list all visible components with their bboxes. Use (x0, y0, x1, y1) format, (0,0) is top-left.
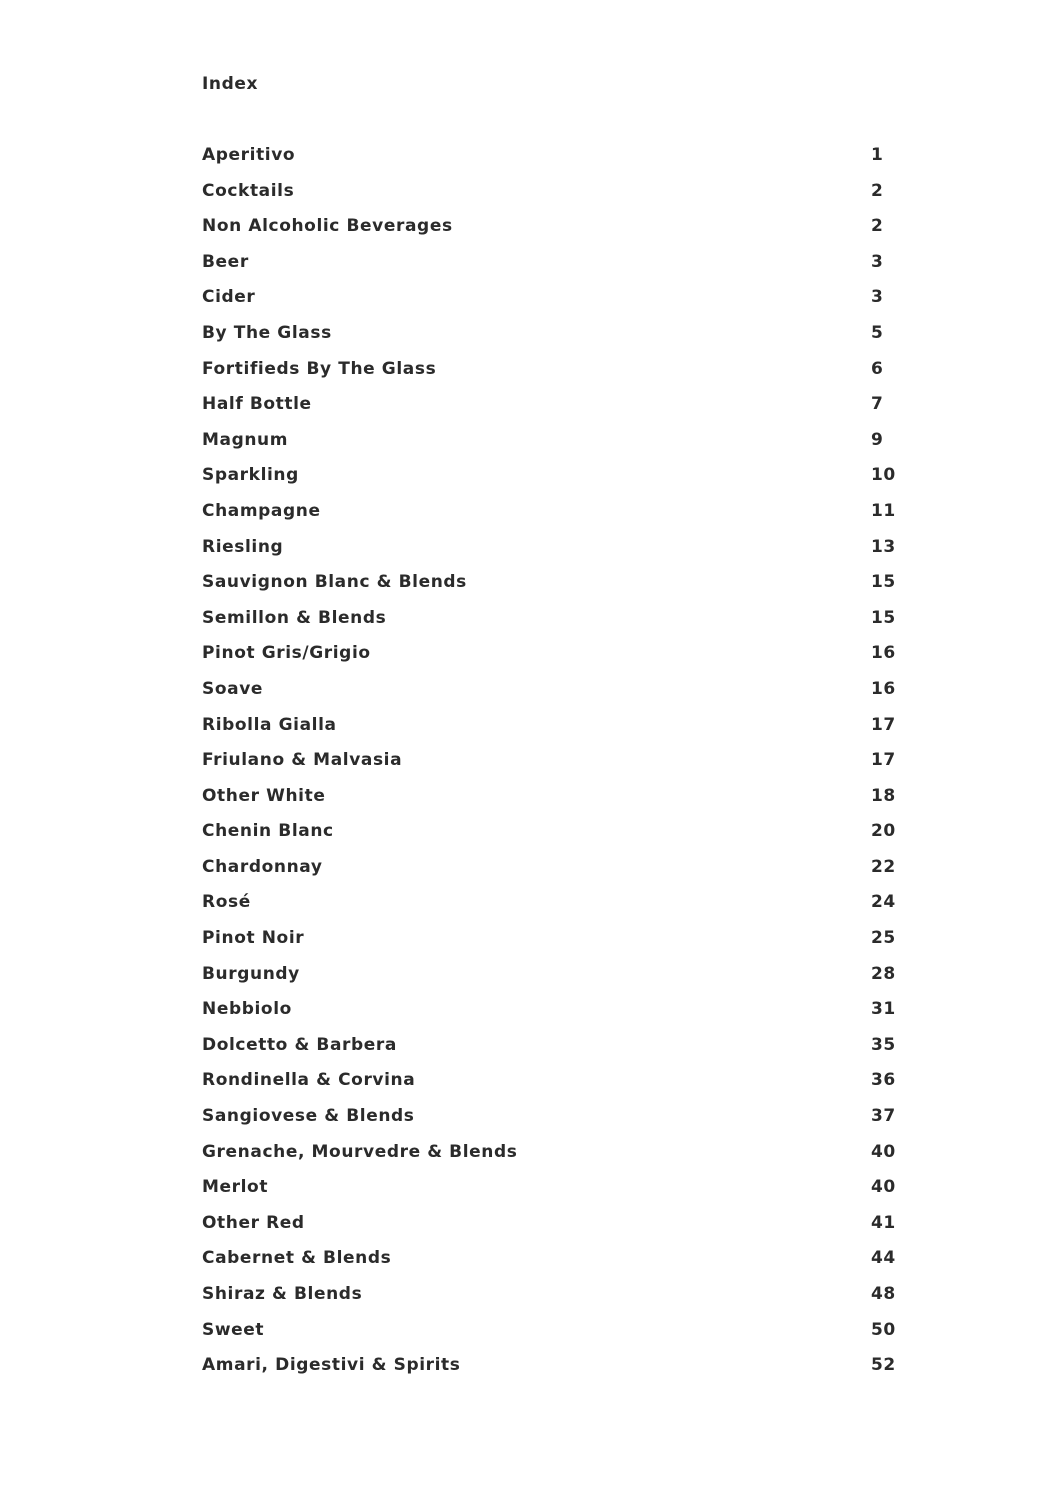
index-entry (202, 1033, 902, 1069)
index-entry-label: Dolcetto & Barbera (202, 1034, 397, 1055)
index-entry-label: Sauvignon Blanc & Blends (202, 572, 467, 593)
index-entry-label: Rondinella & Corvina (202, 1070, 416, 1091)
index-entry-label: Riesling (202, 536, 284, 557)
index-entry (202, 926, 902, 962)
index-entry-page-number: 25 (871, 928, 896, 949)
index-entry-label: Cabernet & Blends (202, 1248, 392, 1269)
index-entry-page-number: 1 (871, 145, 884, 165)
index-entry-label: Aperitivo (202, 145, 296, 165)
index-entry (202, 499, 902, 535)
index-entry-page-number: 10 (871, 465, 896, 486)
index-entry-label: Friulano & Malvasia (202, 750, 403, 771)
index-entry-label: Beer (202, 251, 249, 272)
index-entry-label: Pinot Noir (202, 928, 305, 949)
index-entry-page-number: 28 (871, 963, 896, 984)
index-entry (202, 1318, 902, 1354)
index-entry (202, 1140, 902, 1176)
index-entry-label: Cocktails (202, 180, 295, 201)
index-entry-page-number: 6 (871, 358, 884, 379)
index-entry (202, 250, 902, 286)
index-entry-label: Merlot (202, 1177, 269, 1198)
index-entry-label: Cider (202, 287, 256, 308)
index-entry (202, 606, 902, 642)
index-entry-page-number: 15 (871, 607, 896, 628)
index-entry-label: Sweet (202, 1319, 265, 1340)
index-entry-label: Amari, Digestivi & Spirits (202, 1355, 461, 1376)
index-entry (202, 855, 902, 891)
index-entry-page-number: 24 (871, 892, 896, 913)
index-entry-page-number: 3 (871, 251, 884, 272)
index-entry-label: Soave (202, 678, 264, 699)
index-entry (202, 214, 902, 250)
index-entry-page-number: 2 (871, 216, 884, 237)
index-entry (202, 1175, 902, 1211)
index-entry (202, 1068, 902, 1104)
index-entry-page-number: 35 (871, 1034, 896, 1055)
index-entry-label: Rosé (202, 892, 251, 913)
index-entry (202, 819, 902, 855)
index-entry-page-number: 40 (871, 1177, 896, 1198)
index-entry-page-number: 41 (871, 1212, 896, 1233)
index-entry-label: Champagne (202, 500, 321, 521)
index-entry-label: Chenin Blanc (202, 821, 334, 842)
index-entry-page-number: 15 (871, 572, 896, 593)
index-entry-label: Nebbiolo (202, 999, 292, 1020)
index-entry (202, 357, 902, 393)
index-entry-page-number: 5 (871, 322, 884, 343)
index-entry-page-number: 16 (871, 678, 896, 699)
index-entry-page-number: 3 (871, 287, 884, 308)
index-list (202, 143, 902, 1389)
index-entry-page-number: 13 (871, 536, 896, 557)
index-entry (202, 677, 902, 713)
index-entry-page-number: 18 (871, 785, 896, 806)
index-entry-label: Half Bottle (202, 394, 312, 415)
index-entry-label: Burgundy (202, 963, 300, 984)
index-entry (202, 143, 902, 179)
index-entry (202, 1104, 902, 1140)
index-entry (202, 1353, 902, 1389)
index-entry (202, 570, 902, 606)
index-entry-page-number: 7 (871, 394, 884, 415)
index-entry-page-number: 11 (871, 500, 896, 521)
index-entry (202, 997, 902, 1033)
index-entry (202, 535, 902, 571)
index-entry-label: Grenache, Mourvedre & Blends (202, 1141, 518, 1162)
index-entry (202, 428, 902, 464)
index-entry (202, 784, 902, 820)
page-title: Index (202, 74, 259, 94)
index-entry (202, 1246, 902, 1282)
index-entry-page-number: 48 (871, 1284, 896, 1304)
index-entry-label: Ribolla Gialla (202, 714, 337, 735)
index-entry-page-number: 22 (871, 856, 896, 877)
index-entry-page-number: 50 (871, 1319, 896, 1340)
index-entry (202, 1211, 902, 1247)
index-entry (202, 392, 902, 428)
index-entry-label: Other Red (202, 1212, 305, 1233)
index-entry (202, 463, 902, 499)
index-entry-page-number: 37 (871, 1106, 896, 1127)
index-entry-label: By The Glass (202, 322, 332, 343)
index-entry (202, 748, 902, 784)
index-entry-label: Magnum (202, 429, 289, 450)
index-entry-label: Fortifieds By The Glass (202, 358, 437, 379)
index-entry (202, 890, 902, 926)
index-entry (202, 713, 902, 749)
index-entry (202, 962, 902, 998)
index-entry-label: Other White (202, 785, 326, 806)
index-entry-label: Sangiovese & Blends (202, 1106, 415, 1127)
index-entry-page-number: 36 (871, 1070, 896, 1091)
index-entry-page-number: 40 (871, 1141, 896, 1162)
index-entry-page-number: 16 (871, 643, 896, 664)
index-entry-page-number: 2 (871, 180, 884, 201)
index-entry-page-number: 31 (871, 999, 896, 1020)
index-entry (202, 179, 902, 215)
index-entry-page-number: 44 (871, 1248, 896, 1269)
index-entry (202, 641, 902, 677)
index-entry-page-number: 17 (871, 714, 896, 735)
index-entry-page-number: 9 (871, 429, 884, 450)
index-entry-label: Shiraz & Blends (202, 1284, 363, 1304)
index-entry-label: Pinot Gris/Grigio (202, 643, 371, 664)
index-entry-page-number: 20 (871, 821, 896, 842)
index-entry (202, 321, 902, 357)
index-entry-label: Semillon & Blends (202, 607, 387, 628)
index-entry-label: Non Alcoholic Beverages (202, 216, 453, 237)
index-entry (202, 1282, 902, 1318)
index-entry-label: Chardonnay (202, 856, 323, 877)
index-entry-label: Sparkling (202, 465, 299, 486)
index-entry-page-number: 17 (871, 750, 896, 771)
index-entry (202, 285, 902, 321)
index-entry-page-number: 52 (871, 1355, 896, 1376)
